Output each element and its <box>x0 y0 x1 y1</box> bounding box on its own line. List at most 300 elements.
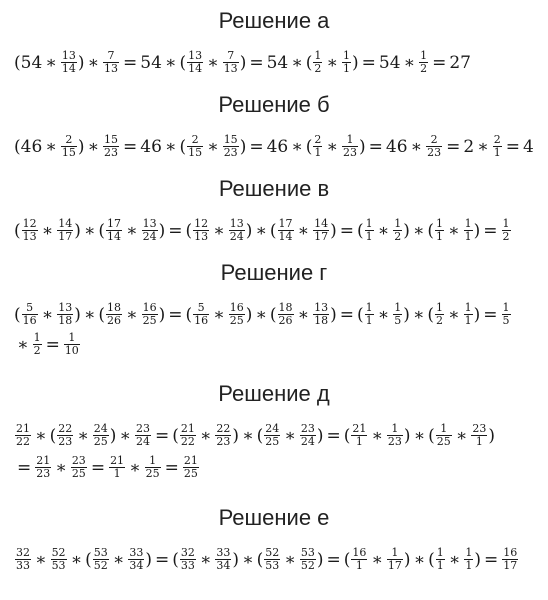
fraction <box>464 547 473 572</box>
fraction <box>187 134 203 159</box>
fraction <box>22 218 38 243</box>
equation-line <box>14 455 200 480</box>
term: ) <box>145 549 152 570</box>
term: ) <box>403 549 411 570</box>
operator: ∗ <box>412 304 425 325</box>
operator: = <box>168 304 183 325</box>
fraction <box>300 423 316 448</box>
denominator: 24 <box>135 435 150 448</box>
denominator: 24 <box>142 230 157 243</box>
denominator: 1 <box>464 314 472 327</box>
fraction <box>313 302 329 327</box>
numerator: 1 <box>464 217 472 230</box>
fraction <box>264 547 280 572</box>
term: ( <box>85 549 92 570</box>
term: ( <box>343 549 351 570</box>
numerator: 1 <box>394 217 402 230</box>
denominator: 25 <box>265 435 280 448</box>
denominator: 1 <box>436 230 444 243</box>
operator: ∗ <box>377 220 390 241</box>
fraction <box>193 302 209 327</box>
fraction <box>393 302 402 327</box>
fraction <box>93 547 109 572</box>
fraction <box>471 423 487 448</box>
numerator: 16 <box>229 301 244 314</box>
denominator: 1 <box>464 230 472 243</box>
term: ) <box>158 220 166 241</box>
denominator: 34 <box>129 559 144 572</box>
operator: ∗ <box>35 425 47 446</box>
term: ) <box>245 220 253 241</box>
section-heading: Решение д <box>218 381 330 406</box>
operator: = <box>168 220 183 241</box>
operator: ∗ <box>413 549 426 570</box>
denominator: 23 <box>58 435 73 448</box>
denominator: 23 <box>342 146 357 159</box>
fraction <box>57 423 73 448</box>
numerator: 1 <box>365 301 373 314</box>
fraction <box>223 134 239 159</box>
operator: ∗ <box>83 220 96 241</box>
numerator: 2 <box>314 133 322 146</box>
term: ) <box>158 304 166 325</box>
term: ) <box>77 52 85 73</box>
operator: ∗ <box>377 304 390 325</box>
fraction <box>464 218 473 243</box>
operator: = <box>123 52 138 73</box>
denominator: 25 <box>229 314 244 327</box>
numerator: 33 <box>129 546 144 559</box>
denominator: 1 <box>113 467 121 480</box>
operator: ∗ <box>70 549 83 570</box>
fraction <box>193 218 209 243</box>
fraction <box>71 455 87 480</box>
fraction <box>351 547 367 572</box>
denominator: 24 <box>229 230 244 243</box>
operator: ∗ <box>410 136 423 157</box>
operator: = <box>45 334 60 355</box>
fraction <box>145 455 161 480</box>
operator: = <box>90 457 106 478</box>
numerator: 23 <box>71 454 86 467</box>
denominator: 34 <box>216 559 231 572</box>
denominator: 13 <box>223 62 238 75</box>
numerator: 1 <box>394 301 402 314</box>
section-heading: Решение б <box>218 92 330 117</box>
fraction <box>223 50 239 75</box>
numerator: 1 <box>502 217 510 230</box>
fraction <box>313 50 322 75</box>
term: ( <box>179 52 187 73</box>
numerator: 18 <box>278 301 293 314</box>
denominator: 14 <box>61 62 76 75</box>
numerator: 17 <box>107 217 122 230</box>
term: ( <box>14 220 21 241</box>
equation-line <box>14 134 534 159</box>
fraction <box>103 50 119 75</box>
operator: ∗ <box>255 220 267 241</box>
operator: = <box>249 52 264 73</box>
term: ) <box>245 304 253 325</box>
term: ( <box>269 220 277 241</box>
fraction <box>135 423 151 448</box>
term: ) <box>232 425 240 446</box>
operator: ∗ <box>164 52 177 73</box>
operator: ∗ <box>55 457 67 478</box>
operator: ∗ <box>87 52 100 73</box>
denominator: 1 <box>493 146 501 159</box>
fraction <box>106 218 122 243</box>
denominator: 13 <box>194 230 209 243</box>
operator: ∗ <box>413 425 426 446</box>
denominator: 16 <box>194 314 209 327</box>
operator: ∗ <box>87 136 100 157</box>
operator: ∗ <box>17 334 29 355</box>
operator: = <box>154 549 170 570</box>
fraction <box>35 455 51 480</box>
operator: ∗ <box>477 136 489 157</box>
denominator: 1 <box>355 435 363 448</box>
numerator: 23 <box>472 422 487 435</box>
fraction <box>57 302 73 327</box>
term: ( <box>305 52 313 73</box>
term: ) <box>351 52 359 73</box>
operator: ∗ <box>45 136 57 157</box>
numerator: 2 <box>187 134 203 147</box>
numerator: 1 <box>436 301 444 314</box>
numerator: 16 <box>352 546 367 559</box>
fraction <box>313 134 322 159</box>
denominator: 1 <box>465 559 473 572</box>
term: ( <box>98 304 106 325</box>
denominator: 1 <box>355 559 363 572</box>
operator: ∗ <box>284 425 296 446</box>
fraction <box>493 134 502 159</box>
operator: = <box>326 549 341 570</box>
operator: ∗ <box>371 425 383 446</box>
fraction <box>128 547 144 572</box>
fraction <box>387 547 403 572</box>
numerator: 2 <box>493 133 501 146</box>
denominator: 1 <box>365 314 373 327</box>
denominator: 2 <box>436 314 444 327</box>
numerator: 13 <box>188 49 203 62</box>
numerator: 2 <box>61 134 77 147</box>
fraction <box>502 218 511 243</box>
term: ( <box>428 425 435 446</box>
fraction <box>351 423 367 448</box>
operator: = <box>368 136 383 157</box>
operator: ∗ <box>164 136 177 157</box>
term: 27 <box>449 52 471 73</box>
term: ( <box>14 304 21 325</box>
fraction <box>229 302 245 327</box>
denominator: 16 <box>22 314 37 327</box>
term: (54 <box>14 52 43 73</box>
denominator: 14 <box>107 230 122 243</box>
operator: ∗ <box>448 304 460 325</box>
numerator: 13 <box>142 217 157 230</box>
denominator: 25 <box>145 467 160 480</box>
denominator: 24 <box>300 435 315 448</box>
fraction <box>342 134 358 159</box>
denominator: 17 <box>387 559 402 572</box>
numerator: 21 <box>36 454 51 467</box>
numerator: 52 <box>265 546 280 559</box>
denominator: 18 <box>58 314 73 327</box>
term: ( <box>256 425 264 446</box>
fraction <box>61 134 77 159</box>
numerator: 18 <box>107 301 122 314</box>
fraction <box>435 302 444 327</box>
fraction <box>15 423 31 448</box>
term: ) <box>109 425 117 446</box>
numerator: 14 <box>314 217 329 230</box>
numerator: 1 <box>387 547 403 560</box>
operator: = <box>361 52 376 73</box>
numerator: 1 <box>502 301 510 314</box>
numerator: 21 <box>183 454 198 467</box>
fraction <box>313 218 329 243</box>
numerator: 1 <box>145 455 161 468</box>
denominator: 1 <box>314 146 322 159</box>
denominator: 14 <box>278 230 293 243</box>
numerator: 1 <box>314 49 322 62</box>
denominator: 1 <box>475 435 483 448</box>
numerator: 23 <box>135 422 150 435</box>
operator: ∗ <box>326 52 338 73</box>
operator: ∗ <box>284 549 296 570</box>
numerator: 1 <box>464 301 472 314</box>
fraction <box>464 302 473 327</box>
term: 54 <box>378 52 401 73</box>
term: ) <box>358 136 366 157</box>
operator: ∗ <box>403 52 416 73</box>
term: ( <box>49 425 57 446</box>
numerator: 15 <box>223 133 238 146</box>
operator: ∗ <box>242 549 254 570</box>
numerator: 21 <box>180 422 195 435</box>
numerator: 1 <box>365 217 373 230</box>
denominator: 25 <box>93 435 108 448</box>
term: ( <box>357 220 364 241</box>
fraction <box>300 547 316 572</box>
denominator: 15 <box>188 146 203 159</box>
term: 46 <box>140 136 162 157</box>
section-heading: Решение е <box>218 505 330 530</box>
term: ) <box>474 549 481 570</box>
denominator: 13 <box>104 62 119 75</box>
fraction <box>51 547 67 572</box>
fraction <box>278 218 294 243</box>
numerator: 22 <box>58 422 73 435</box>
fraction <box>109 455 125 480</box>
numerator: 1 <box>387 423 403 436</box>
operator: ∗ <box>448 220 460 241</box>
numerator: 15 <box>104 133 119 146</box>
denominator: 26 <box>107 314 122 327</box>
term: ) <box>316 549 324 570</box>
term: ( <box>357 304 364 325</box>
denominator: 17 <box>314 230 329 243</box>
numerator: 1 <box>465 546 473 559</box>
term: ( <box>343 425 351 446</box>
denominator: 2 <box>314 62 322 75</box>
term: ) <box>239 52 247 73</box>
denominator: 25 <box>183 467 198 480</box>
section-heading: Решение г <box>220 260 328 285</box>
denominator: 18 <box>314 314 329 327</box>
fraction <box>365 302 374 327</box>
operator: = <box>123 136 138 157</box>
operator: ∗ <box>297 220 310 241</box>
denominator: 22 <box>16 435 30 448</box>
term: ) <box>330 220 337 241</box>
operator: ∗ <box>255 304 267 325</box>
operator: ∗ <box>126 304 138 325</box>
fraction <box>61 50 77 75</box>
operator: ∗ <box>455 425 468 446</box>
fraction <box>15 547 31 572</box>
term: ) <box>239 136 247 157</box>
term: 46 <box>266 136 289 157</box>
section-heading: Решение а <box>218 8 330 33</box>
operator: ∗ <box>291 136 303 157</box>
equation-line <box>14 547 519 572</box>
operator: ∗ <box>242 425 254 446</box>
denominator: 23 <box>104 146 119 159</box>
denominator: 23 <box>36 467 51 480</box>
term: 4 <box>522 136 534 157</box>
numerator: 24 <box>93 422 108 435</box>
fraction <box>393 218 402 243</box>
denominator: 13 <box>22 230 37 243</box>
term: ( <box>185 304 193 325</box>
numerator: 22 <box>216 422 231 435</box>
numerator: 1 <box>33 331 41 344</box>
denominator: 15 <box>61 146 76 159</box>
numerator: 13 <box>229 217 244 230</box>
operator: ∗ <box>448 549 461 570</box>
fraction <box>106 302 122 327</box>
numerator: 12 <box>22 217 37 230</box>
denominator: 33 <box>180 559 195 572</box>
equation-line <box>14 332 81 357</box>
fraction <box>436 547 445 572</box>
denominator: 23 <box>427 146 442 159</box>
equation-line <box>14 423 495 448</box>
fraction <box>187 50 203 75</box>
denominator: 52 <box>93 559 108 572</box>
numerator: 53 <box>93 546 108 559</box>
equation-line <box>14 50 471 75</box>
term: ( <box>172 549 179 570</box>
fraction <box>22 302 38 327</box>
operator: ∗ <box>77 425 89 446</box>
numerator: 32 <box>180 546 195 559</box>
term: ) <box>232 549 240 570</box>
numerator: 1 <box>420 49 428 62</box>
term: ( <box>98 220 106 241</box>
term: ( <box>428 549 435 570</box>
term: ) <box>473 220 481 241</box>
operator: ∗ <box>119 425 131 446</box>
operator: ∗ <box>199 425 212 446</box>
numerator: 23 <box>300 422 315 435</box>
numerator: 21 <box>16 422 30 435</box>
numerator: 7 <box>223 50 239 63</box>
denominator: 25 <box>436 435 451 448</box>
operator: ∗ <box>326 136 338 157</box>
denominator: 33 <box>16 559 30 572</box>
operator: ∗ <box>291 52 303 73</box>
term: ) <box>77 136 85 157</box>
operator: = <box>483 549 499 570</box>
operator: ∗ <box>207 136 219 157</box>
term: ) <box>330 304 337 325</box>
denominator: 53 <box>265 559 280 572</box>
operator: = <box>483 304 498 325</box>
operator: = <box>164 457 179 478</box>
operator: ∗ <box>213 304 225 325</box>
denominator: 26 <box>278 314 293 327</box>
denominator: 25 <box>142 314 157 327</box>
numerator: 21 <box>352 422 367 435</box>
term: ) <box>473 304 481 325</box>
term: ) <box>488 425 495 446</box>
numerator: 2 <box>426 134 442 147</box>
numerator: 14 <box>58 217 73 230</box>
denominator: 1 <box>365 230 373 243</box>
denominator: 10 <box>64 344 79 357</box>
operator: = <box>483 220 498 241</box>
term: (46 <box>14 136 43 157</box>
numerator: 24 <box>265 422 280 435</box>
numerator: 33 <box>216 546 231 559</box>
denominator: 5 <box>502 314 510 327</box>
term: ( <box>269 304 277 325</box>
operator: ∗ <box>371 549 383 570</box>
denominator: 1 <box>436 559 444 572</box>
numerator: 16 <box>503 546 518 559</box>
operator: = <box>339 304 354 325</box>
numerator: 1 <box>342 134 358 147</box>
fraction <box>142 302 158 327</box>
fraction <box>436 423 452 448</box>
fraction <box>183 455 199 480</box>
fraction <box>387 423 403 448</box>
fraction <box>103 134 119 159</box>
fraction <box>229 218 245 243</box>
operator: = <box>432 52 447 73</box>
term: 46 <box>385 136 408 157</box>
numerator: 1 <box>342 49 350 62</box>
denominator: 22 <box>180 435 195 448</box>
operator: ∗ <box>129 457 141 478</box>
operator: ∗ <box>126 220 138 241</box>
fraction <box>64 332 80 357</box>
term: ) <box>403 220 410 241</box>
term: ( <box>305 136 313 157</box>
term: ( <box>427 304 435 325</box>
numerator: 13 <box>58 301 73 314</box>
operator: ∗ <box>41 220 54 241</box>
denominator: 2 <box>394 230 402 243</box>
term: ) <box>316 425 324 446</box>
term: ) <box>403 304 410 325</box>
numerator: 1 <box>436 217 444 230</box>
fraction <box>435 218 444 243</box>
